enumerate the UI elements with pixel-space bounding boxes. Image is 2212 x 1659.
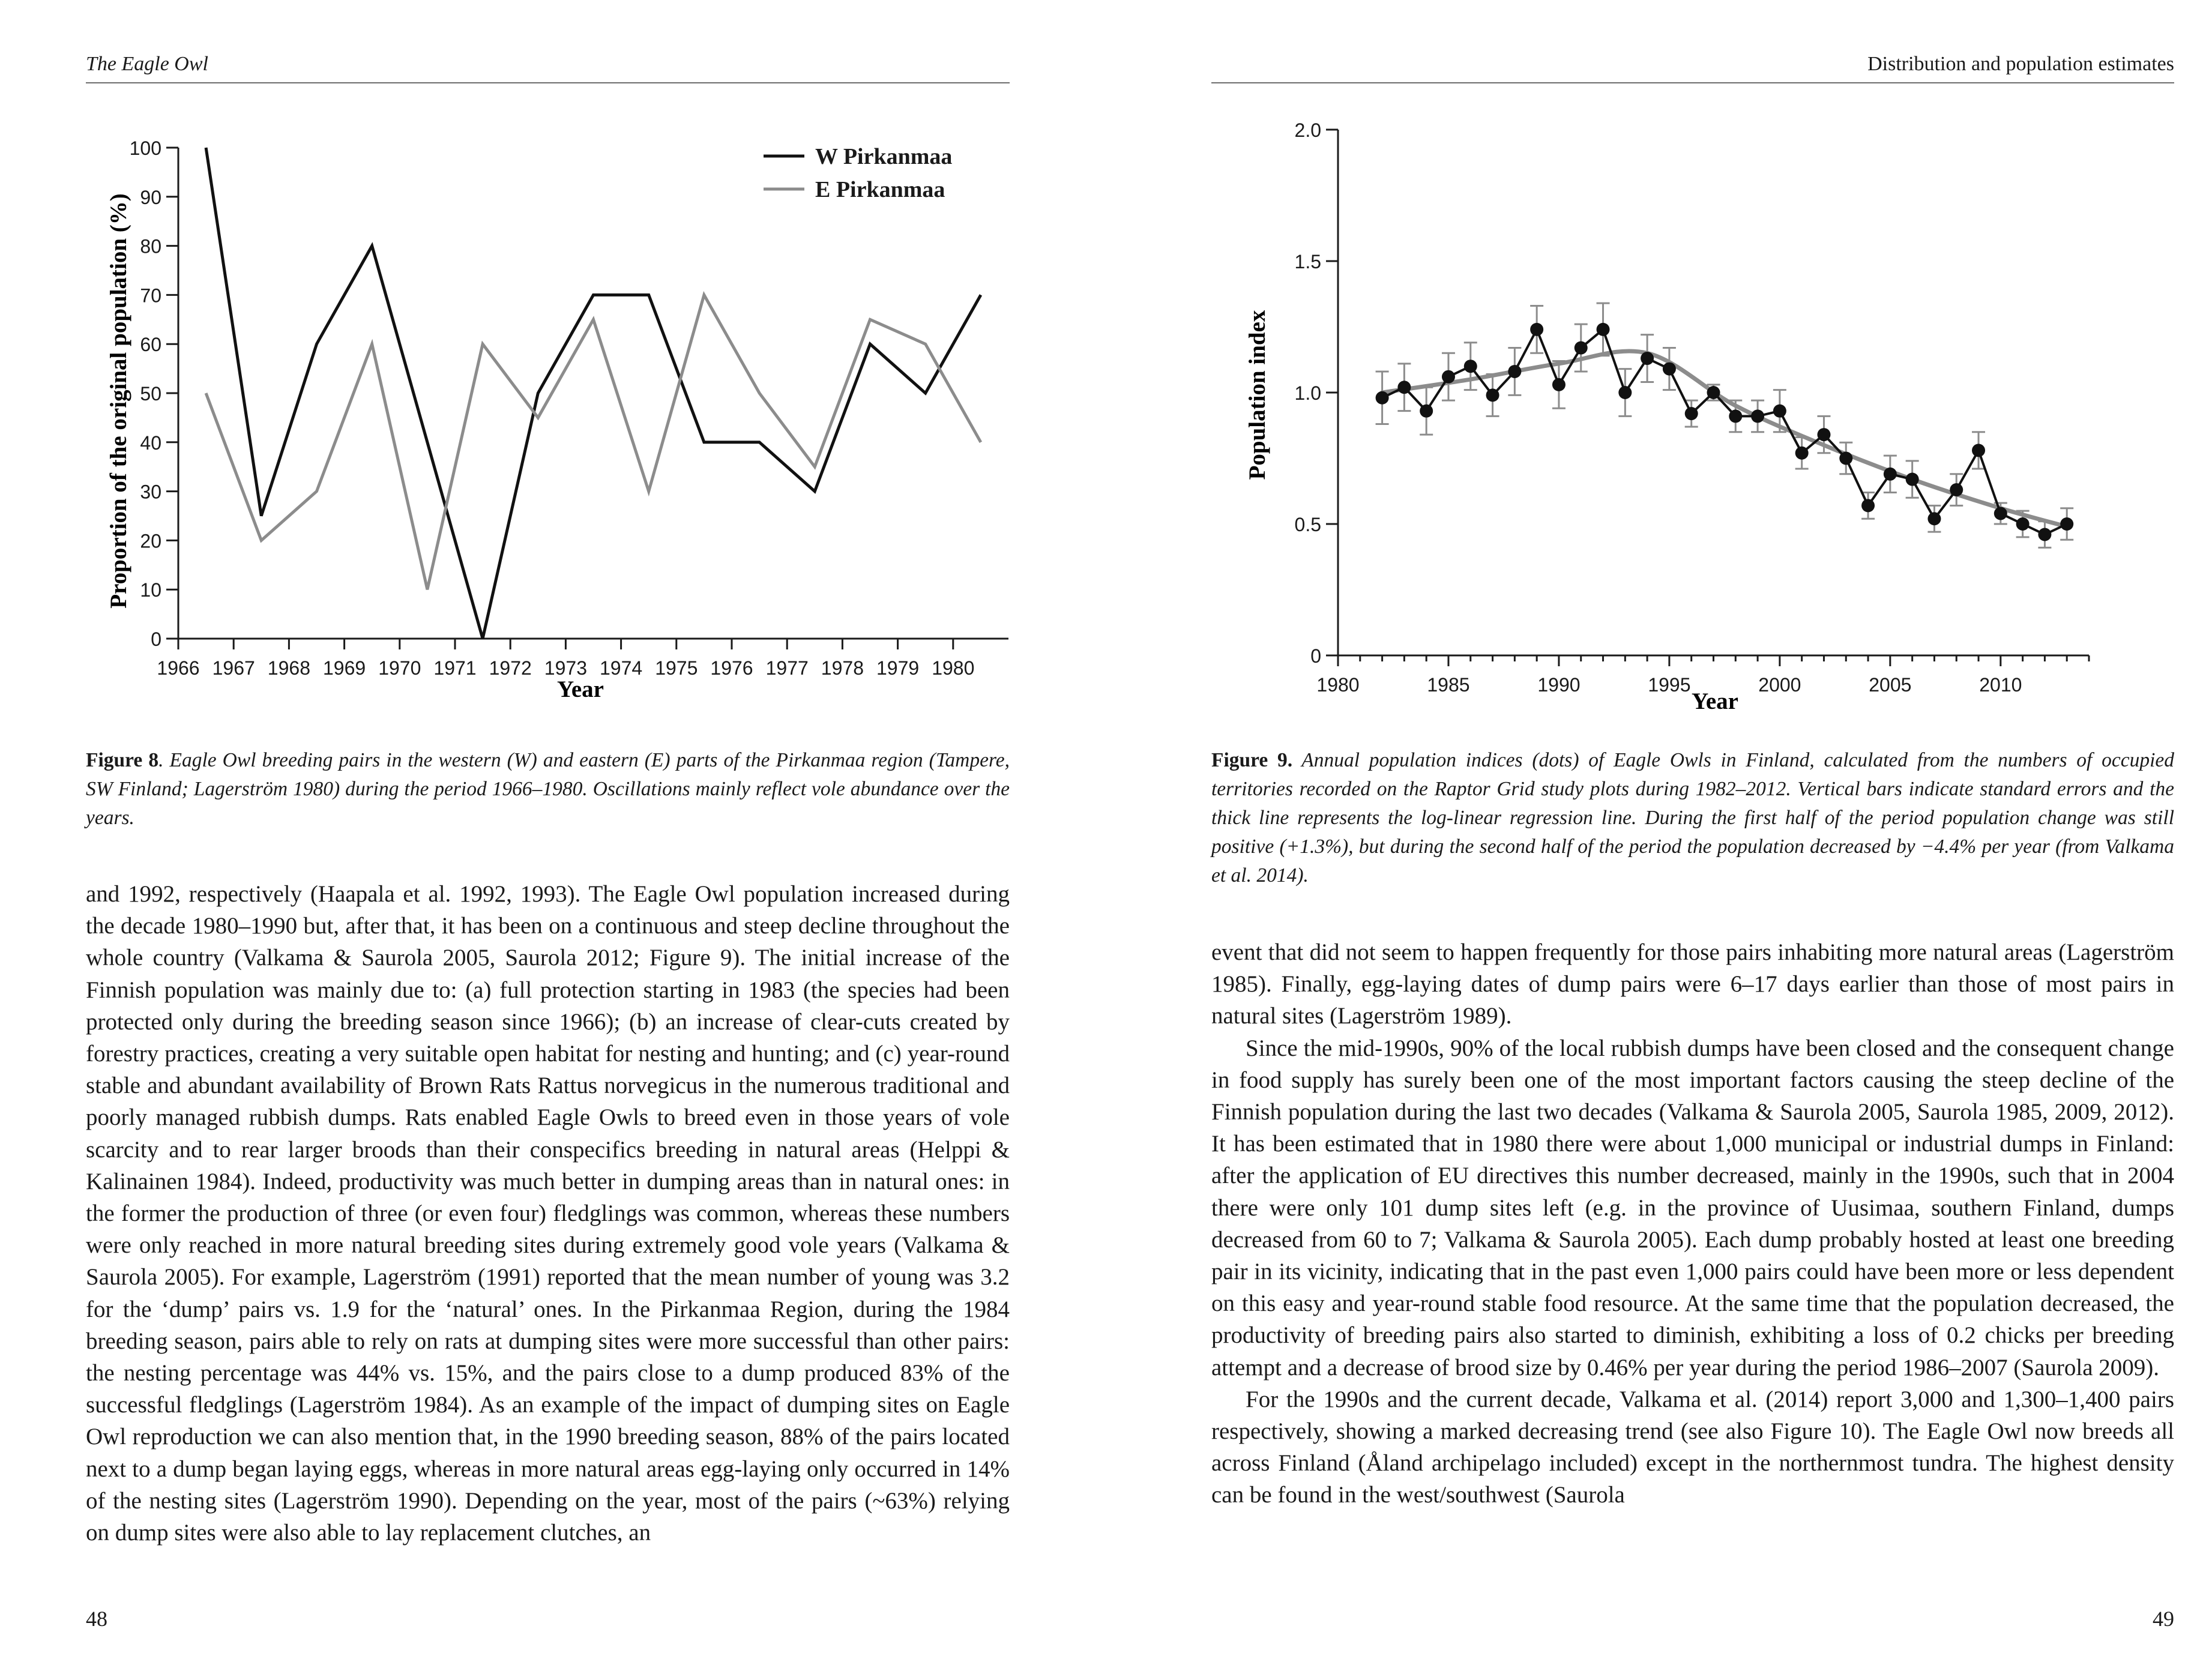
fig9-data-point xyxy=(2060,517,2073,531)
fig8-x-tick-label: 1980 xyxy=(932,657,975,679)
running-head-right: Distribution and population estimates xyxy=(1867,53,2174,75)
fig9-data-point xyxy=(1817,428,1830,441)
paragraph: For the 1990s and the current decade, Valkama et al. (2014) report 3,000 and 1,300–1,400 pairs respectively, showing a marked decreasing trend (see also Figure 10). The Eagle Owl now breeds all across Finland (Åland archipelago included) except in the northernmost tundra. The highest density can be found in the west/southwest (Saurola xyxy=(1211,1386,2174,1508)
fig9-x-tick-label: 2005 xyxy=(1869,674,1912,696)
figure-8-chart xyxy=(0,90,1106,726)
fig9-y-tick-label: 0 xyxy=(1310,645,1321,667)
fig9-y-tick-label: 1.0 xyxy=(1294,382,1321,404)
fig9-index-line xyxy=(1382,330,2067,535)
fig8-y-tick-label: 90 xyxy=(140,186,161,208)
fig9-data-point xyxy=(1486,388,1499,402)
fig9-data-point xyxy=(1861,499,1875,512)
fig8-y-tick-label: 40 xyxy=(140,432,161,454)
fig8-y-tick-label: 80 xyxy=(140,235,161,257)
fig9-data-point xyxy=(1994,507,2007,520)
fig9-x-tick-label: 1995 xyxy=(1648,674,1691,696)
paragraph: and 1992, respectively (Haapala et al. 1992, 1993). The Eagle Owl population increased during the decade 1980–1990 but, after that, it has been on a continuous and steep decline throughout the whole country (Valkama & Saurola 2005, Saurola 2012; Figure 9). The initial increase of the Finnish population was mainly due to: (a) full protection starting in 1983 (the species had been protected only during the breeding season since 1966); (b) an increase of clear-cuts created by forestry practices, creating a very suitable open habitat for nesting and hunting; and (c) year-round stable and abundant availability of Brown Rats Rattus norvegicus in the numerous traditional and poorly managed rubbish dumps. Rats enabled Eagle Owls to breed even in those years of vole scarcity and to rear larger broods than their conspecifics breeding in natural areas (Helppi & Kalinainen 1984). Indeed, productivity was much better in dumping areas than in natural ones: in the former the production of three (or even four) fledglings was common, whereas these numbers were only reached in more natural breeding sites during extremely good vole years (Valkama & Saurola 2005). For example, Lagerström (1991) reported that the mean number of young was 3.2 for the ‘dump’ pairs vs. 1.9 for the ‘natural’ ones. In the Pirkanmaa Region, during the 1984 breeding season, pairs able to rely on rats at dumping sites were more successful than other pairs: the nesting percentage was 44% vs. 15%, and the pairs close to a dump produced 83% of the successful fledglings (Lagerström 1984). As an example of the impact of dumping sites on Eagle Owl reproduction we can also mention that, in the 1990 breeding season, 88% of the pairs located next to a dump began laying eggs, whereas in more natural areas egg-laying only occurred in 14% of the nesting sites (Lagerström 1990). Depending on the year, most of the pairs (~63%) relying on dump sites were also able to lay replacement clutches, an xyxy=(86,881,1010,1546)
fig9-data-point xyxy=(1552,378,1566,391)
fig9-data-point xyxy=(1884,468,1897,481)
fig9-data-point xyxy=(1464,360,1477,373)
fig9-data-point xyxy=(1751,409,1764,423)
fig9-data-point xyxy=(1376,391,1389,405)
fig8-y-tick-label: 30 xyxy=(140,481,161,503)
figure-9-caption xyxy=(1211,746,2174,890)
fig8-x-tick-label: 1976 xyxy=(710,657,753,679)
paragraph: event that did not seem to happen frequently for those pairs inhabiting more natural areas (Lagerström 1985). Finally, egg-laying dates of dump pairs were 6–17 days earlier than those of most pairs in natural sites (Lagerström 1989). xyxy=(1211,939,2174,1029)
header-rule-right xyxy=(1211,82,2174,83)
fig8-legend-label: E Pirkanmaa xyxy=(815,177,945,202)
fig8-x-tick-label: 1969 xyxy=(323,657,366,679)
fig9-data-point xyxy=(1707,386,1720,399)
fig9-data-point xyxy=(1927,512,1941,525)
fig8-x-tick-label: 1977 xyxy=(765,657,809,679)
figure-8-caption xyxy=(86,746,1010,833)
fig8-y-tick-label: 10 xyxy=(140,579,161,601)
running-head-left: The Eagle Owl xyxy=(86,53,208,75)
fig8-x-tick-label: 1967 xyxy=(212,657,255,679)
figure-9-chart xyxy=(1106,90,2212,738)
fig9-data-point xyxy=(1972,444,1985,457)
fig9-data-point xyxy=(1530,323,1543,336)
fig9-x-tick-label: 2000 xyxy=(1758,674,1801,696)
fig9-data-point xyxy=(1685,407,1698,420)
right-body-text xyxy=(1211,936,2174,1511)
fig8-x-tick-label: 1973 xyxy=(544,657,587,679)
fig9-data-point xyxy=(1575,342,1588,355)
fig9-data-point xyxy=(1773,405,1786,418)
fig8-y-tick-label: 0 xyxy=(151,628,161,650)
fig8-y-tick-label: 60 xyxy=(140,334,161,356)
fig8-series-line-w-pirkanmaa xyxy=(206,148,981,639)
page-number-left: 48 xyxy=(86,1607,107,1631)
fig8-y-axis-label: Proportion of the original population (%) xyxy=(106,193,131,609)
fig9-data-point xyxy=(1442,370,1455,384)
fig9-data-point xyxy=(1508,365,1521,378)
fig8-x-tick-label: 1978 xyxy=(821,657,864,679)
fig9-data-point xyxy=(1597,323,1610,336)
fig8-legend-label: W Pirkanmaa xyxy=(815,144,953,169)
fig8-x-tick-label: 1975 xyxy=(655,657,698,679)
fig8-series-line-e-pirkanmaa xyxy=(206,295,981,589)
fig9-y-axis-label: Population index xyxy=(1244,310,1270,480)
figure-9-label: Figure 9. xyxy=(1211,749,1293,771)
fig8-y-tick-label: 70 xyxy=(140,285,161,307)
figure-9-caption-text: Annual population indices (dots) of Eagle Owls in Finland, calculated from the numbers of occupied territories recorded on the Raptor Grid study plots during 1982–2012. Vertical bars indicate standard errors and the thick line represents the log-linear regression line. During the first half of the period population change was still positive (+1.3%), but during the second half of the period the population decreased by −4.4% per year (from Valkama et al. 2014). xyxy=(1211,749,2174,887)
figure-8-caption-text: . Eagle Owl breeding pairs in the western (W) and eastern (E) parts of the Pirkanmaa region (Tampere, SW Finland; Lagerström 1980) during the period 1966–1980. Oscillations mainly reflect vole abundance over the years. xyxy=(86,749,1010,829)
fig9-regression-line xyxy=(1382,351,2067,526)
fig8-x-tick-label: 1968 xyxy=(267,657,310,679)
fig9-data-point xyxy=(1420,405,1433,418)
fig9-data-point xyxy=(1663,363,1676,376)
fig9-x-tick-label: 1990 xyxy=(1537,674,1581,696)
fig9-data-point xyxy=(2016,517,2030,531)
paragraph: Since the mid-1990s, 90% of the local rubbish dumps have been closed and the consequent change in food supply has surely been one of the most important factors causing the steep decline of the Finnish population during the last two decades (Valkama & Saurola 2005, Saurola 1985, 2009, 2012). It has been estimated that in 1980 there were about 1,000 municipal or industrial dumps in Finland: after the application of EU directives this number decreased, mainly in the 1990s, such that in 2004 there were only 101 dump sites left (e.g. in the province of Uusimaa, southern Finland, dumps decreased from 60 to 7; Valkama & Saurola 2005). Each dump probably hosted at least one breeding pair in its vicinity, indicating that in the past even 1,000 pairs could have been more or less dependent on this easy and year-round stable food resource. At the same time that the population decreased, the productivity of breeding pairs also started to diminish, exhibiting a loss of 0.2 chicks per breeding attempt and a decrease of brood size by 0.46% per year during the period 1986–2007 (Saurola 2009). xyxy=(1211,1035,2174,1380)
fig9-data-point xyxy=(1641,352,1654,365)
fig9-data-point xyxy=(1729,409,1742,423)
fig9-y-tick-label: 1.5 xyxy=(1294,251,1321,272)
fig9-x-tick-label: 1985 xyxy=(1427,674,1470,696)
header-rule-left xyxy=(86,82,1010,83)
fig9-x-tick-label: 2010 xyxy=(1979,674,2022,696)
fig8-y-tick-label: 50 xyxy=(140,383,161,405)
fig9-x-axis-label: Year xyxy=(1692,688,1738,714)
fig8-x-tick-label: 1966 xyxy=(157,657,200,679)
fig9-data-point xyxy=(1795,447,1809,460)
fig9-y-tick-label: 0.5 xyxy=(1294,514,1321,535)
fig8-x-tick-label: 1972 xyxy=(489,657,532,679)
fig8-x-tick-label: 1970 xyxy=(378,657,421,679)
left-body-text xyxy=(86,878,1010,1549)
right-page xyxy=(1106,0,2212,1659)
fig9-data-point xyxy=(1906,473,1919,486)
fig9-data-point xyxy=(1839,452,1852,465)
fig8-y-tick-label: 20 xyxy=(140,530,161,552)
fig8-x-tick-label: 1974 xyxy=(600,657,643,679)
fig8-x-tick-label: 1979 xyxy=(876,657,920,679)
fig8-x-axis-label: Year xyxy=(557,676,604,702)
fig9-data-point xyxy=(1397,381,1411,394)
fig9-data-point xyxy=(2038,528,2051,541)
fig9-data-point xyxy=(1950,483,1963,496)
figure-8-label: Figure 8 xyxy=(86,749,159,771)
fig9-data-point xyxy=(1618,386,1632,399)
fig9-x-tick-label: 1980 xyxy=(1316,674,1360,696)
fig8-x-tick-label: 1971 xyxy=(433,657,477,679)
fig8-y-tick-label: 100 xyxy=(129,137,161,159)
page-number-right: 49 xyxy=(2153,1607,2174,1631)
fig9-y-tick-label: 2.0 xyxy=(1294,119,1321,141)
